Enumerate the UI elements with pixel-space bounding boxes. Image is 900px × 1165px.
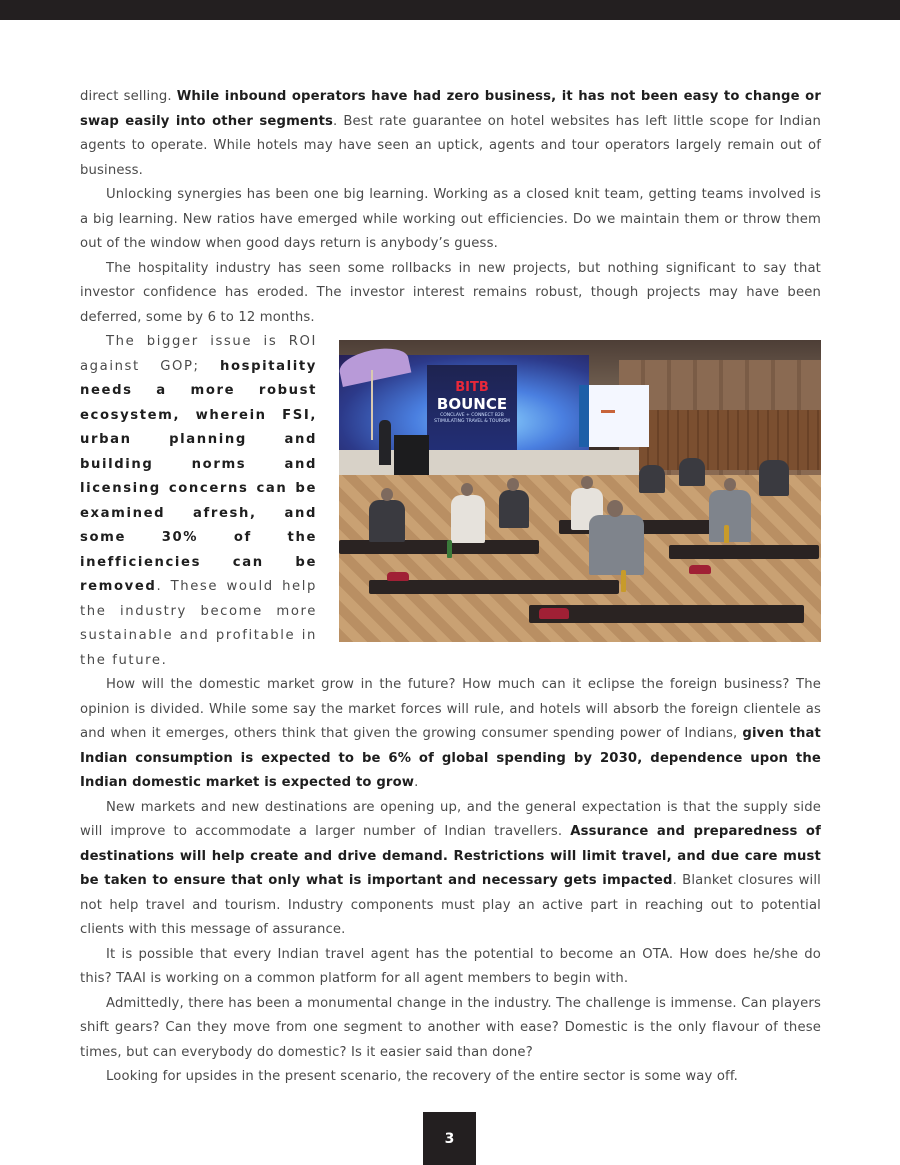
paragraph-8: Admittedly, there has been a monumental change in the industry. The challenge is immense. Can players shift gears? Can they move from one segment to another with ease? Domestic is the only flavour of these times, but can everybody do domestic? Is it easier said than done? bbox=[80, 995, 821, 1060]
projection-screen bbox=[579, 385, 649, 447]
paragraph-5: How will the domestic market grow in the future? How much can it eclipse the foreign business? The opinion is divided. While some say the market forces will rule, and hotels will absorb the foreign clientele as and when it emerges, others think that given the growing consumer spending power of Indians, given that Indian consumption is expected to be 6% of global spending by 2030, dependence upon the Indian domestic market is expected to grow. bbox=[80, 677, 821, 790]
paragraph-1: direct selling. While inbound operators have had zero business, it has not been easy to change or swap easily into other segments. Best rate guarantee on hotel websites has left little scope for Indian agents to operate. While hotels may have seen an uptick, agents and tour operators largely remain out of business. bbox=[80, 89, 821, 178]
speaker-figure bbox=[379, 420, 391, 465]
paragraph-3: The hospitality industry has seen some rollbacks in new projects, but nothing significant to say that investor confidence has eroded. The investor interest remains robust, though projects may have been deferred, some by 6 to 12 months. bbox=[80, 260, 821, 325]
bold-highlight: While inbound operators have had zero business, it has not been easy to change or swap easily into other segments bbox=[80, 89, 821, 129]
paragraph-9: Looking for upsides in the present scenario, the recovery of the entire sector is some way off. bbox=[106, 1069, 739, 1084]
paragraph-6: New markets and new destinations are opening up, and the general expectation is that the supply side will improve to accommodate a larger number of Indian travellers. Assurance and preparedness of destinations will help create and drive demand. Restrictions will limit travel, and due care must be taken to ensure that only what is important and necessary gets impacted. Blanket closures will not help travel and tourism. Industry components must play an active part in reaching out to potential clients with this message of assurance. bbox=[80, 799, 822, 937]
conference-photo bbox=[339, 340, 821, 642]
paragraph-7: It is possible that every Indian travel agent has the potential to become an OTA. How does he/she do this? TAAI is working on a common platform for all agent members to begin with. bbox=[80, 946, 821, 986]
bold-highlight: Assurance and preparedness of destinations will help create and drive demand. Restrictions will limit travel, and due care must be taken to ensure that only what is important and necessary gets impacted bbox=[80, 824, 822, 888]
paragraph-4: The bigger issue is ROI against GOP; hospitality needs a more robust ecosystem, wherein FSI, urban planning and building norms and licensing concerns can be examined afresh, and some 30% of the inefficiencies can be removed. These would help the industry become more sustainable and profitable in the future. bbox=[80, 334, 317, 668]
paragraph-2: Unlocking synergies has been one big learning. Working as a closed knit team, getting teams involved is a big learning. New ratios have emerged while working out efficiencies. Do we maintain them or throw them out of the window when good days return is anybody’s guess. bbox=[80, 187, 821, 251]
bold-highlight: hospitality needs a more robust ecosystem, wherein FSI, urban planning and building norms and licensing concerns can be examined afresh, and some 30% of the inefficiencies can be removed bbox=[80, 358, 317, 594]
event-banner: BITB BOUNCE CONCLAVE + CONNECT B2B STIMULATING TRAVEL & TOURISM bbox=[427, 365, 517, 460]
top-bar bbox=[0, 0, 900, 20]
bold-highlight: given that Indian consumption is expected to be 6% of global spending by 2030, dependence upon the Indian domestic market is expected to grow bbox=[80, 726, 821, 790]
article-body bbox=[80, 85, 821, 1090]
page-number: 3 bbox=[423, 1112, 476, 1165]
